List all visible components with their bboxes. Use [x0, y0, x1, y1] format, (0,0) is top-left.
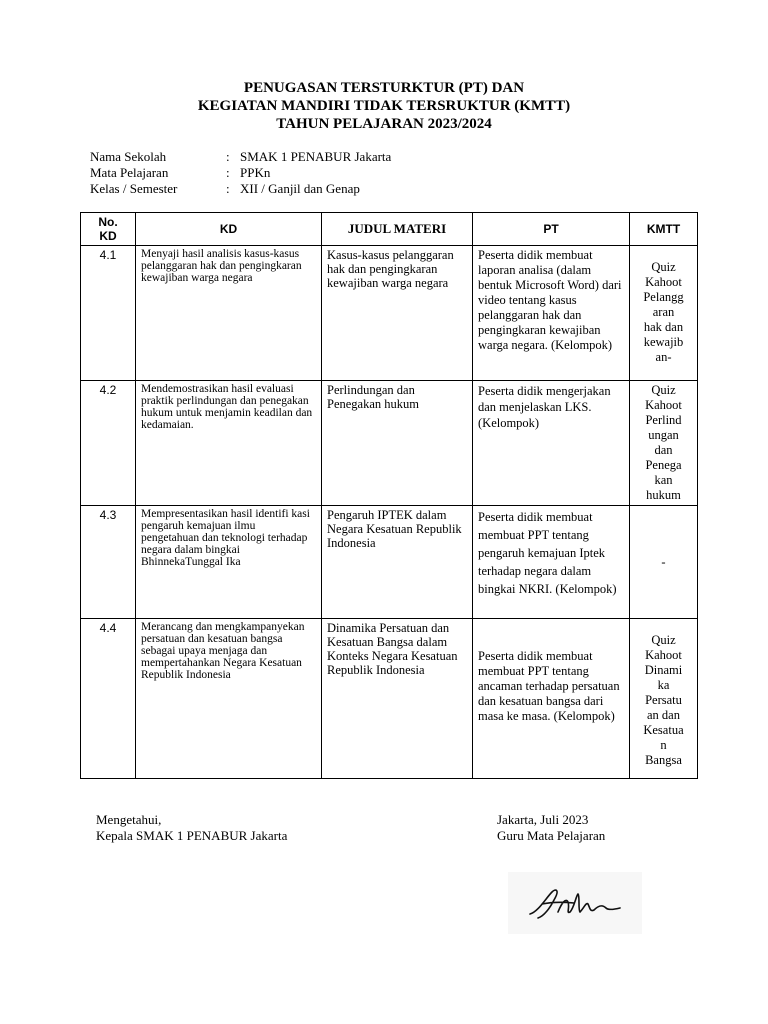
info-colon: :	[226, 165, 230, 180]
school-info	[90, 149, 391, 197]
header-no-line2: KD	[99, 229, 117, 243]
info-value: XII / Ganjil dan Genap	[240, 181, 360, 196]
cell-no: 4.4	[81, 619, 136, 779]
cell-kmtt	[630, 246, 698, 381]
kmtt-line: hukum	[646, 488, 681, 502]
pt-text: Peserta didik membuat membuat PPT tentang ancaman terhadap persatuan dan kesatuan bangsa dari masa ke masa. (Kelompok)	[478, 649, 620, 723]
title-line-2: KEGIATAN MANDIRI TIDAK TERSRUKTUR (KMTT)	[197, 98, 571, 114]
cell-kd: Merancang dan mengkampanyekan persatuan dan kesatuan bangsa sebagai upaya menjaga dan mempertahankan Negara Kesatuan Republik Indonesia	[136, 619, 322, 779]
kmtt-line: Quiz	[651, 633, 676, 647]
cell-judul: Pengaruh IPTEK dalam Negara Kesatuan Republik Indonesia	[322, 506, 473, 619]
kmtt-line: Persatu	[645, 693, 682, 707]
cell-pt	[473, 619, 630, 779]
kmtt-line: Quiz	[651, 260, 676, 274]
document-title	[0, 79, 768, 133]
kmtt-line: Kahoot	[645, 648, 682, 662]
signature-block-right	[497, 812, 605, 844]
info-row-subject	[90, 165, 391, 181]
info-colon: :	[226, 149, 230, 164]
kmtt-line: Kahoot	[645, 398, 682, 412]
teacher-title: Guru Mata Pelajaran	[497, 828, 606, 843]
header-no-kd	[81, 213, 136, 246]
info-row-school	[90, 149, 391, 165]
cell-pt: Peserta didik mengerjakan dan menjelaskan LKS. (Kelompok)	[473, 381, 630, 506]
header-kmtt: KMTT	[630, 213, 698, 246]
kmtt-line: an-	[655, 350, 672, 364]
table-row	[81, 381, 698, 506]
header-no-line1: No.	[98, 215, 118, 229]
header-judul-materi: JUDUL MATERI	[322, 213, 473, 246]
table-row	[81, 506, 698, 619]
info-row-class	[90, 181, 391, 197]
title-line-1: PENUGASAN TERSTURKTUR (PT) DAN	[243, 80, 525, 96]
cell-no: 4.1	[81, 246, 136, 381]
info-value: PPKn	[240, 165, 271, 180]
acknowledged-label: Mengetahui,	[96, 812, 162, 827]
cell-kmtt	[630, 506, 698, 619]
kmtt-line: n	[660, 738, 667, 752]
cell-no: 4.3	[81, 506, 136, 619]
info-value: SMAK 1 PENABUR Jakarta	[240, 149, 392, 164]
kmtt-line: aran	[652, 305, 675, 319]
kmtt-line: Kesatua	[643, 723, 684, 737]
info-colon: :	[226, 181, 230, 196]
cell-kd: Mempresentasikan hasil identifi kasi pengaruh kemajuan ilmu pengetahuan dan teknologi terhadap negara dalam bingkai BhinnekaTunggal Ika	[136, 506, 322, 619]
cell-kd: Menyaji hasil analisis kasus-kasus pelanggaran hak dan pengingkaran kewajiban warga negara	[136, 246, 322, 381]
kmtt-line: Dinami	[644, 663, 683, 677]
kmtt-line: Perlind	[645, 413, 682, 427]
kmtt-line: dan	[654, 443, 673, 457]
table-row	[81, 246, 698, 381]
cell-pt: Peserta didik membuat laporan analisa (dalam bentuk Microsoft Word) dari video tentang kasus pelanggaran hak dan pengingkaran kewajiban warga negara. (Kelompok)	[473, 246, 630, 381]
assignment-table	[80, 212, 698, 779]
cell-pt: Peserta didik membuat membuat PPT tentang pengaruh kemajuan Iptek terhadap negara dalam bingkai NKRI. (Kelompok)	[473, 506, 630, 619]
principal-title: Kepala SMAK 1 PENABUR Jakarta	[96, 828, 288, 843]
kmtt-line: an dan	[647, 708, 680, 722]
kmtt-line: -	[661, 554, 666, 569]
header-pt: PT	[473, 213, 630, 246]
cell-judul: Kasus-kasus pelanggaran hak dan pengingkaran kewajiban warga negara	[322, 246, 473, 381]
table-row	[81, 619, 698, 779]
cell-no: 4.2	[81, 381, 136, 506]
title-line-3: TAHUN PELAJARAN 2023/2024	[276, 116, 492, 132]
cell-kmtt	[630, 381, 698, 506]
kmtt-line: Quiz	[651, 383, 676, 397]
cell-judul: Dinamika Persatuan dan Kesatuan Bangsa dalam Konteks Negara Kesatuan Republik Indonesia	[322, 619, 473, 779]
kmtt-line: Penega	[645, 458, 682, 472]
signature-block-left	[96, 812, 287, 844]
info-label: Mata Pelajaran	[90, 165, 169, 180]
kmtt-line: ka	[657, 678, 670, 692]
info-label: Kelas / Semester	[90, 181, 178, 196]
cell-judul: Perlindungan dan Penegakan hukum	[322, 381, 473, 506]
cell-kmtt	[630, 619, 698, 779]
kmtt-line: ungan	[648, 428, 679, 442]
kmtt-line: kewajib	[643, 335, 684, 349]
kmtt-line: hak dan	[643, 320, 684, 334]
table-header-row	[81, 213, 698, 246]
info-label: Nama Sekolah	[90, 149, 167, 164]
kmtt-line: Bangsa	[645, 753, 682, 767]
handwritten-signature	[508, 872, 642, 934]
kmtt-line: kan	[654, 473, 673, 487]
kmtt-line: Kahoot	[645, 275, 682, 289]
cell-kd: Mendemostrasikan hasil evaluasi praktik perlindungan dan penegakan hukum untuk menjamin keadilan dan kedamaian.	[136, 381, 322, 506]
place-date: Jakarta, Juli 2023	[497, 812, 589, 827]
header-kd: KD	[136, 213, 322, 246]
kmtt-line: Pelangg	[643, 290, 684, 304]
